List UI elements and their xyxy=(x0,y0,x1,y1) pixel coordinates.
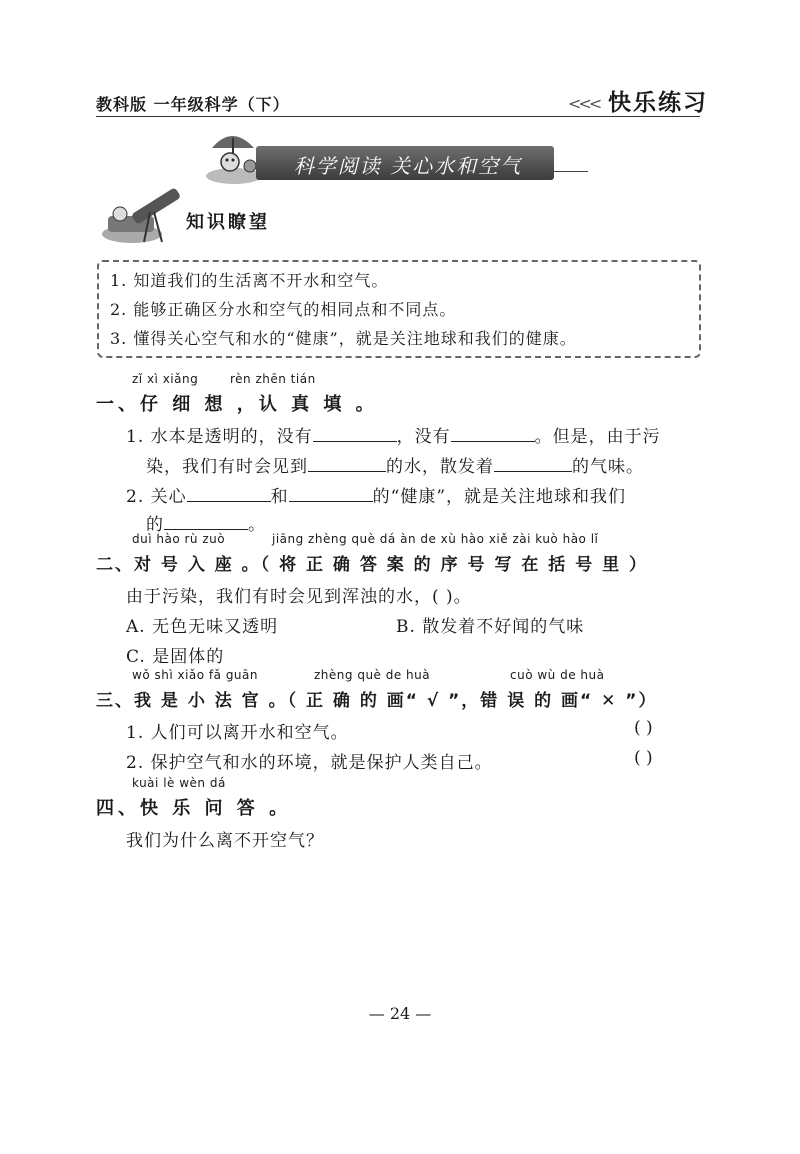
section-heading: 二、对 号 入 座 。（ 将 正 确 答 案 的 序 号 写 在 括 号 里 ） xyxy=(96,555,649,575)
question-text: 的“健康”，就是关注地球和我们 xyxy=(372,487,627,507)
pinyin-annotation: cuò wù de huà xyxy=(510,668,605,682)
pinyin-annotation: duì hào rù zuò xyxy=(132,532,226,546)
knowledge-heading: 知识瞭望 xyxy=(186,212,270,233)
goal-item: 3. 懂得关心空气和水的“健康”，就是关注地球和我们的健康。 xyxy=(110,329,577,348)
option-b[interactable]: B. 散发着不好闻的气味 xyxy=(396,617,585,637)
question-text: 的气味。 xyxy=(572,457,644,477)
answer-blank[interactable] xyxy=(313,425,397,442)
question-text: 的水，散发着 xyxy=(386,457,494,477)
answer-blank[interactable] xyxy=(451,425,535,442)
question-line xyxy=(146,452,644,477)
section-heading: 一、仔 细 想 ，认 真 填 。 xyxy=(96,394,378,415)
pinyin-annotation: jiāng zhèng què dá àn de xù hào xiě zài kuò hào lǐ xyxy=(272,532,599,546)
telescope-icon xyxy=(100,182,184,246)
pinyin-annotation: wǒ shì xiǎo fǎ guān xyxy=(132,668,258,682)
question-text: 我们为什么离不开空气？ xyxy=(126,831,324,851)
answer-parenthesis[interactable]: ( ) xyxy=(634,718,653,738)
question-line xyxy=(126,422,661,447)
question-text: 由于污染，我们有时会见到浑浊的水，( )。 xyxy=(126,587,472,607)
question-text: 2. 关心 xyxy=(126,487,187,507)
answer-parenthesis[interactable]: ( ) xyxy=(634,748,653,768)
header-book-title: 教科版 一年级科学（下） xyxy=(96,95,290,114)
pinyin-annotation: zhèng què de huà xyxy=(314,668,431,682)
page-title: 科学阅读 关心水和空气 xyxy=(293,154,523,178)
question-text: 和 xyxy=(270,487,289,507)
answer-blank[interactable] xyxy=(308,455,386,472)
judge-item: 1. 人们可以离开水和空气。 xyxy=(126,723,349,743)
option-a[interactable]: A. 无色无味又透明 xyxy=(126,617,279,637)
question-text: ，没有 xyxy=(396,427,451,447)
banner-underline xyxy=(554,171,588,172)
goal-item: 1. 知道我们的生活离不开水和空气。 xyxy=(110,271,389,290)
question-text: 1. 水本是透明的，没有 xyxy=(126,427,313,447)
header-series-title: 快乐练习 xyxy=(608,90,708,116)
pinyin-annotation: zǐ xì xiǎng xyxy=(132,372,199,386)
answer-blank[interactable] xyxy=(289,485,373,502)
pinyin-annotation: rèn zhēn tián xyxy=(230,372,316,386)
answer-blank[interactable] xyxy=(164,513,248,530)
question-line xyxy=(126,482,626,507)
question-text: 的 xyxy=(146,515,164,535)
option-c[interactable]: C. 是固体的 xyxy=(126,647,225,667)
section-heading: 四、快 乐 问 答 。 xyxy=(96,798,292,819)
answer-blank[interactable] xyxy=(187,485,271,502)
chevrons-icon: <<< xyxy=(568,94,600,113)
answer-blank[interactable] xyxy=(494,455,572,472)
goal-item: 2. 能够正确区分水和空气的相同点和不同点。 xyxy=(110,300,457,319)
section-heading: 三、我 是 小 法 官 。（ 正 确 的 画“ √ ”，错 误 的 画“ ✕ ”） xyxy=(96,691,658,711)
question-text: 。但是，由于污 xyxy=(534,427,661,447)
question-text: 染，我们有时会见到 xyxy=(146,457,308,477)
pinyin-annotation: kuài lè wèn dá xyxy=(132,776,226,790)
header-divider xyxy=(96,116,700,117)
cartoon-umbrella-icon xyxy=(198,126,264,186)
judge-item: 2. 保护空气和水的环境，就是保护人类自己。 xyxy=(126,753,493,773)
question-text: 。 xyxy=(248,515,266,535)
page-number: — 24 — xyxy=(368,1004,432,1023)
